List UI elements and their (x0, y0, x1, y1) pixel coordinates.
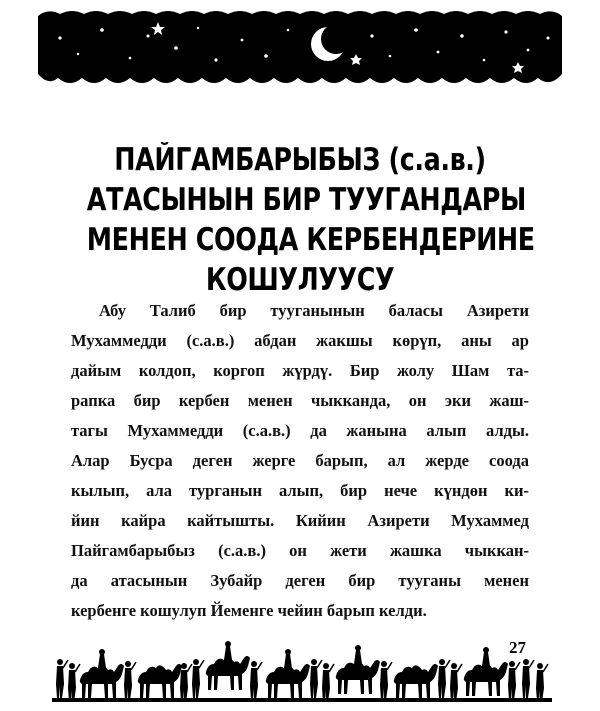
night-sky-illustration (38, 8, 562, 86)
camel-caravan-icon (52, 634, 552, 702)
body-line: Алар Бусра деген жерге барып, ал жерде соода (71, 451, 529, 470)
body-line: кылып, ала турганын алып, бир нече күндөн ки- (71, 481, 529, 500)
body-line: дайым колдоп, коргоп жүрдү. Бир жолу Шам та- (71, 361, 529, 380)
title-line: КОШУЛУУСУ (205, 262, 395, 298)
body-line: тагы Мухаммедди (с.а.в.) да жанына алып алды. (71, 421, 529, 440)
night-sky-banner (38, 8, 562, 86)
title-line: МЕНЕН СООДА КЕРБЕНДЕРИНЕ (86, 222, 535, 258)
body-paragraph (71, 296, 529, 626)
caravan-illustration (52, 634, 552, 702)
title-line: АТАСЫНЫН БИР ТУУГАНДАРЫ (86, 182, 526, 218)
chapter-title (40, 140, 560, 300)
title-line: ПАЙГАМБАРЫБЫЗ (с.а.в.) (114, 142, 486, 178)
page-number: 27 (509, 638, 526, 657)
body-line: кербенге кошулуп Йеменге чейин барып келди. (71, 601, 427, 620)
body-line: рапка бир кербен менен чыкканда, он эки жаш- (71, 391, 529, 410)
body-line: Мухаммедди (с.а.в.) абдан жакшы көрүп, аны ар (71, 331, 529, 350)
body-line: йин кайра кайтышты. Кийин Азирети Мухаммед (71, 511, 529, 530)
body-line: да атасынын Зубайр деген бир тууганы менен (71, 571, 529, 590)
body-line: Абу Талиб бир тууганынын баласы Азирети (99, 301, 529, 320)
body-line: Пайгамбарыбыз (с.а.в.) он жети жашка чыккан- (71, 541, 529, 560)
